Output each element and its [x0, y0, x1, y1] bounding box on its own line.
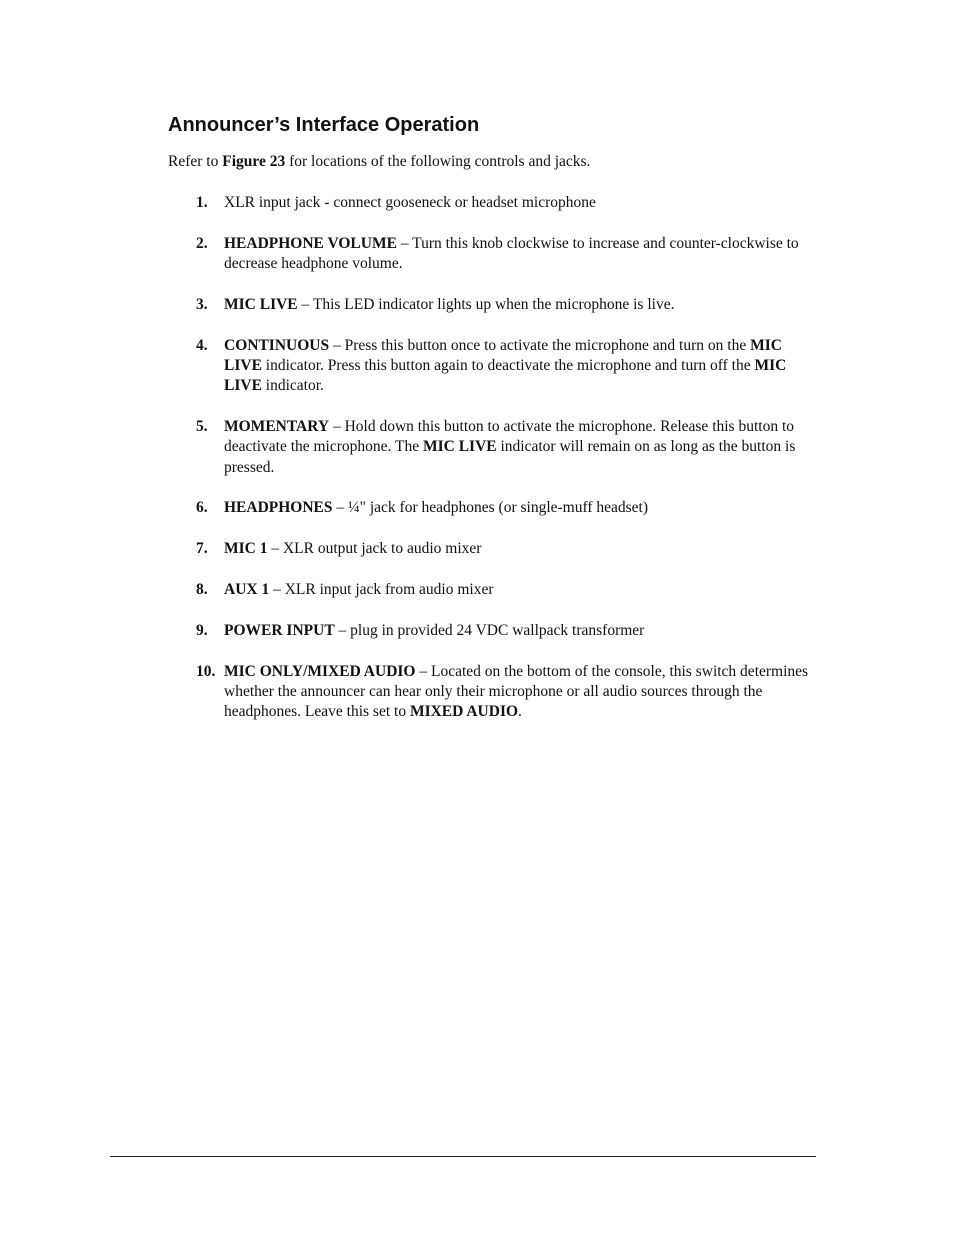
text-run: – plug in provided 24 VDC wallpack transformer [334, 621, 645, 639]
text-run: – Press this button once to activate the microphone and turn on the [329, 336, 751, 354]
text-run: indicator. [261, 377, 324, 395]
text-run: . [518, 703, 522, 721]
step-number: 2. [196, 234, 208, 252]
text-run: – Hold down this button to activate the microphone. Release this button to deactivate the microphone. The [224, 418, 795, 456]
list-item [168, 193, 818, 213]
step-text [224, 194, 596, 211]
step-number: 10. [196, 662, 216, 680]
page-title: Announcer’s Interface Operation [168, 114, 480, 136]
bold-term: CONTINUOUS [224, 336, 330, 354]
bold-term: HEADPHONES [224, 499, 333, 517]
step-text [224, 622, 644, 639]
bold-term: AUX 1 [224, 581, 270, 599]
step-text [224, 581, 494, 598]
step-number: 6. [196, 499, 208, 517]
step-text [224, 296, 674, 313]
step-number: 4. [196, 336, 208, 354]
step-text [224, 418, 795, 476]
step-text [224, 337, 786, 395]
list-item [168, 580, 818, 600]
intro-paragraph [168, 152, 590, 172]
text-run: – XLR input jack from audio mixer [269, 581, 494, 599]
bold-term: MIC LIVE [224, 336, 782, 374]
list-item [168, 621, 818, 641]
text-run: – This LED indicator lights up when the microphone is live. [297, 295, 675, 313]
bold-term: HEADPHONE VOLUME [224, 234, 397, 252]
text-run: – Located on the bottom of the console, this switch determines whether the announcer can hear only their microphone or all audio sources through the headphones. Leave this set to [224, 662, 809, 721]
text-run: – XLR output jack to audio mixer [267, 540, 482, 558]
step-text [224, 499, 648, 516]
bold-term: MIC LIVE [224, 356, 787, 395]
step-number: 8. [196, 581, 208, 599]
list-item [168, 539, 818, 559]
step-text [224, 540, 481, 557]
text-run: – ¼" jack for headphones (or single-muff headset) [332, 499, 649, 517]
step-number: 5. [196, 418, 208, 436]
text-run: indicator. Press this button again to deactivate the microphone and turn off the [261, 356, 755, 374]
text-run: Refer to [168, 153, 223, 170]
step-number: 1. [196, 194, 208, 211]
list-item [168, 662, 818, 723]
list-item [168, 336, 818, 397]
step-number: 7. [196, 540, 208, 558]
step-number: 3. [196, 295, 208, 313]
bold-term: MIC LIVE [224, 295, 298, 313]
list-item [168, 498, 818, 518]
bold-term: MOMENTARY [224, 418, 330, 436]
text-run: – Turn this knob clockwise to increase and counter-clockwise to decrease headphone volume. [224, 234, 799, 273]
text-run: XLR input jack - connect gooseneck or headset microphone [224, 194, 596, 211]
bold-term: POWER INPUT [224, 621, 335, 639]
bold-term: MIXED AUDIO [409, 703, 519, 721]
text-run: for locations of the following controls and jacks. [285, 153, 591, 170]
list-item [168, 234, 818, 275]
step-number: 9. [196, 621, 208, 639]
step-text [224, 663, 808, 721]
footer-divider [110, 1156, 816, 1157]
bold-term: MIC 1 [224, 540, 268, 558]
bold-term: MIC LIVE [422, 438, 497, 456]
list-item [168, 417, 818, 478]
list-item [168, 295, 818, 315]
bold-term: MIC ONLY/MIXED AUDIO [224, 662, 416, 680]
step-text [224, 235, 799, 272]
steps-list [168, 193, 818, 743]
text-run: indicator will remain on as long as the button is pressed. [224, 438, 796, 476]
bold-term: Figure 23 [222, 153, 286, 170]
